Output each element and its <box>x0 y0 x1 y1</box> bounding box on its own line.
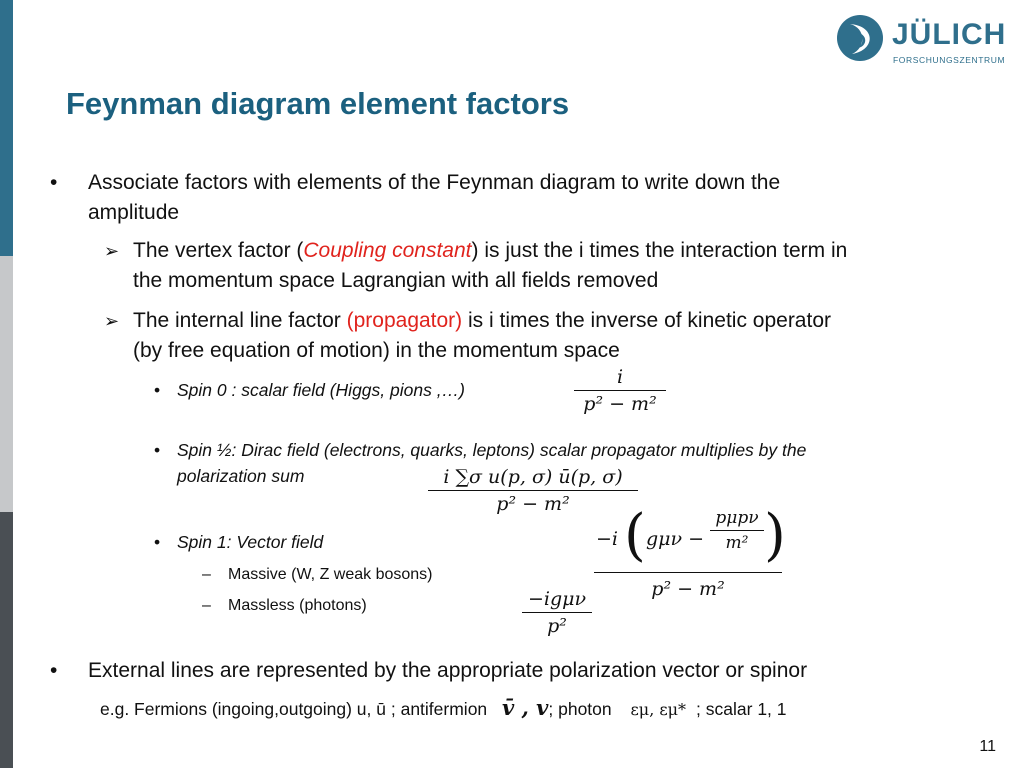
massless-dash: – <box>202 597 211 614</box>
page-number: 11 <box>979 738 996 755</box>
logo-wordmark: JÜLICH <box>892 18 1007 51</box>
spin0-text: Spin 0 : scalar field (Higgs, pions ,…) <box>177 380 465 400</box>
spin0-formula-numerator: i <box>616 366 624 388</box>
spin1-text: Spin 1: Vector field <box>177 532 324 552</box>
bullet-1-text-line-2: amplitude <box>88 201 180 224</box>
vertex-factor-post: ) is just the i times the interaction term in <box>471 239 848 262</box>
internal-line-post: is i times the inverse of kinetic operator <box>462 309 831 332</box>
antifermion-spinor-symbols: v̄ , v <box>502 695 549 720</box>
massless-vector-propagator-formula <box>522 588 592 637</box>
massive-inner-denominator: m² <box>725 533 749 553</box>
bullet-2-glyph: • <box>50 659 58 682</box>
example-fermions: e.g. Fermions (ingoing,outgoing) u, ū ; antifermion <box>100 699 488 719</box>
massless-formula-denominator: p² <box>547 615 567 637</box>
spin1-bullet: • <box>154 532 161 552</box>
logo-subtitle: FORSCHUNGSZENTRUM <box>893 55 1006 65</box>
bullet-1-text-line-1: Associate factors with elements of the Feynman diagram to write down the <box>88 171 781 194</box>
juelich-logo <box>836 14 1006 70</box>
internal-line-pre: The internal line factor <box>133 309 347 332</box>
external-lines-example <box>100 695 787 723</box>
vertex-factor-line-2: the momentum space Lagrangian with all fields removed <box>133 269 659 292</box>
massive-formula-prefix: −i <box>596 528 618 550</box>
left-accent-bar <box>0 0 13 768</box>
external-lines-text: External lines are represented by the appropriate polarization vector or spinor <box>88 659 808 682</box>
propagator-highlight: (propagator) <box>346 309 463 332</box>
massive-formula-denominator: p² − m² <box>651 578 725 600</box>
slide-title: Feynman diagram element factors <box>66 86 570 121</box>
massless-formula-numerator: −igμν <box>527 588 587 610</box>
spinhalf-rest: scalar propagator multiplies by the <box>534 440 807 460</box>
spinhalf-text-line-1 <box>177 437 806 463</box>
spin0-formula-fraction-bar <box>574 390 666 391</box>
example-photon: ; photon <box>548 699 612 719</box>
spinhalf-italic: Spin ½: Dirac field (electrons, quarks, leptons) <box>177 440 535 460</box>
photon-polarization-symbols: εμ, εμ* <box>630 700 687 719</box>
massive-formula-main-fraction-bar <box>594 572 782 573</box>
accent-bar-top <box>0 0 13 256</box>
internal-line-factor-line-2: (by free equation of motion) in the momentum space <box>133 339 620 362</box>
internal-line-factor-line-1 <box>133 306 831 336</box>
coupling-constant-highlight: Coupling constant <box>303 239 472 262</box>
accent-bar-bottom <box>0 512 13 768</box>
spinhalf-formula-denominator: p² − m² <box>496 493 570 515</box>
vertex-factor-line-1 <box>133 236 847 266</box>
accent-bar-middle <box>0 256 13 512</box>
massive-formula-metric-term: gμν − <box>646 528 705 550</box>
massive-vector-propagator-formula <box>592 503 786 616</box>
massive-formula-left-paren: ( <box>624 503 646 568</box>
massive-dash: – <box>202 566 211 583</box>
spinhalf-formula-fraction-bar <box>428 490 638 491</box>
spin0-formula-denominator: p² − m² <box>583 393 657 415</box>
massless-text: Massless (photons) <box>228 597 367 614</box>
sub-bullet-2-arrow-icon: ➢ <box>104 311 120 331</box>
massless-formula-fraction-bar <box>522 612 592 613</box>
spinhalf-formula-numerator: i ∑σ u(p, σ) ū(p, σ) <box>443 466 623 488</box>
spin0-bullet: • <box>154 380 161 400</box>
vertex-factor-pre: The vertex factor ( <box>133 239 304 262</box>
sub-bullet-1-arrow-icon: ➢ <box>104 241 120 261</box>
massive-text: Massive (W, Z weak bosons) <box>228 566 433 583</box>
spin0-propagator-formula <box>574 366 666 415</box>
juelich-logo-mark-icon <box>836 14 884 62</box>
example-scalar: ; scalar 1, 1 <box>696 699 787 719</box>
massive-inner-fraction <box>710 508 764 553</box>
spinhalf-text-line-2: polarization sum <box>177 466 305 486</box>
massive-inner-numerator: pμpν <box>715 508 759 528</box>
spinhalf-bullet: • <box>154 440 161 460</box>
massive-formula-right-paren: ) <box>764 503 786 568</box>
massive-inner-fraction-bar <box>710 530 764 531</box>
bullet-1-glyph: • <box>50 171 58 194</box>
